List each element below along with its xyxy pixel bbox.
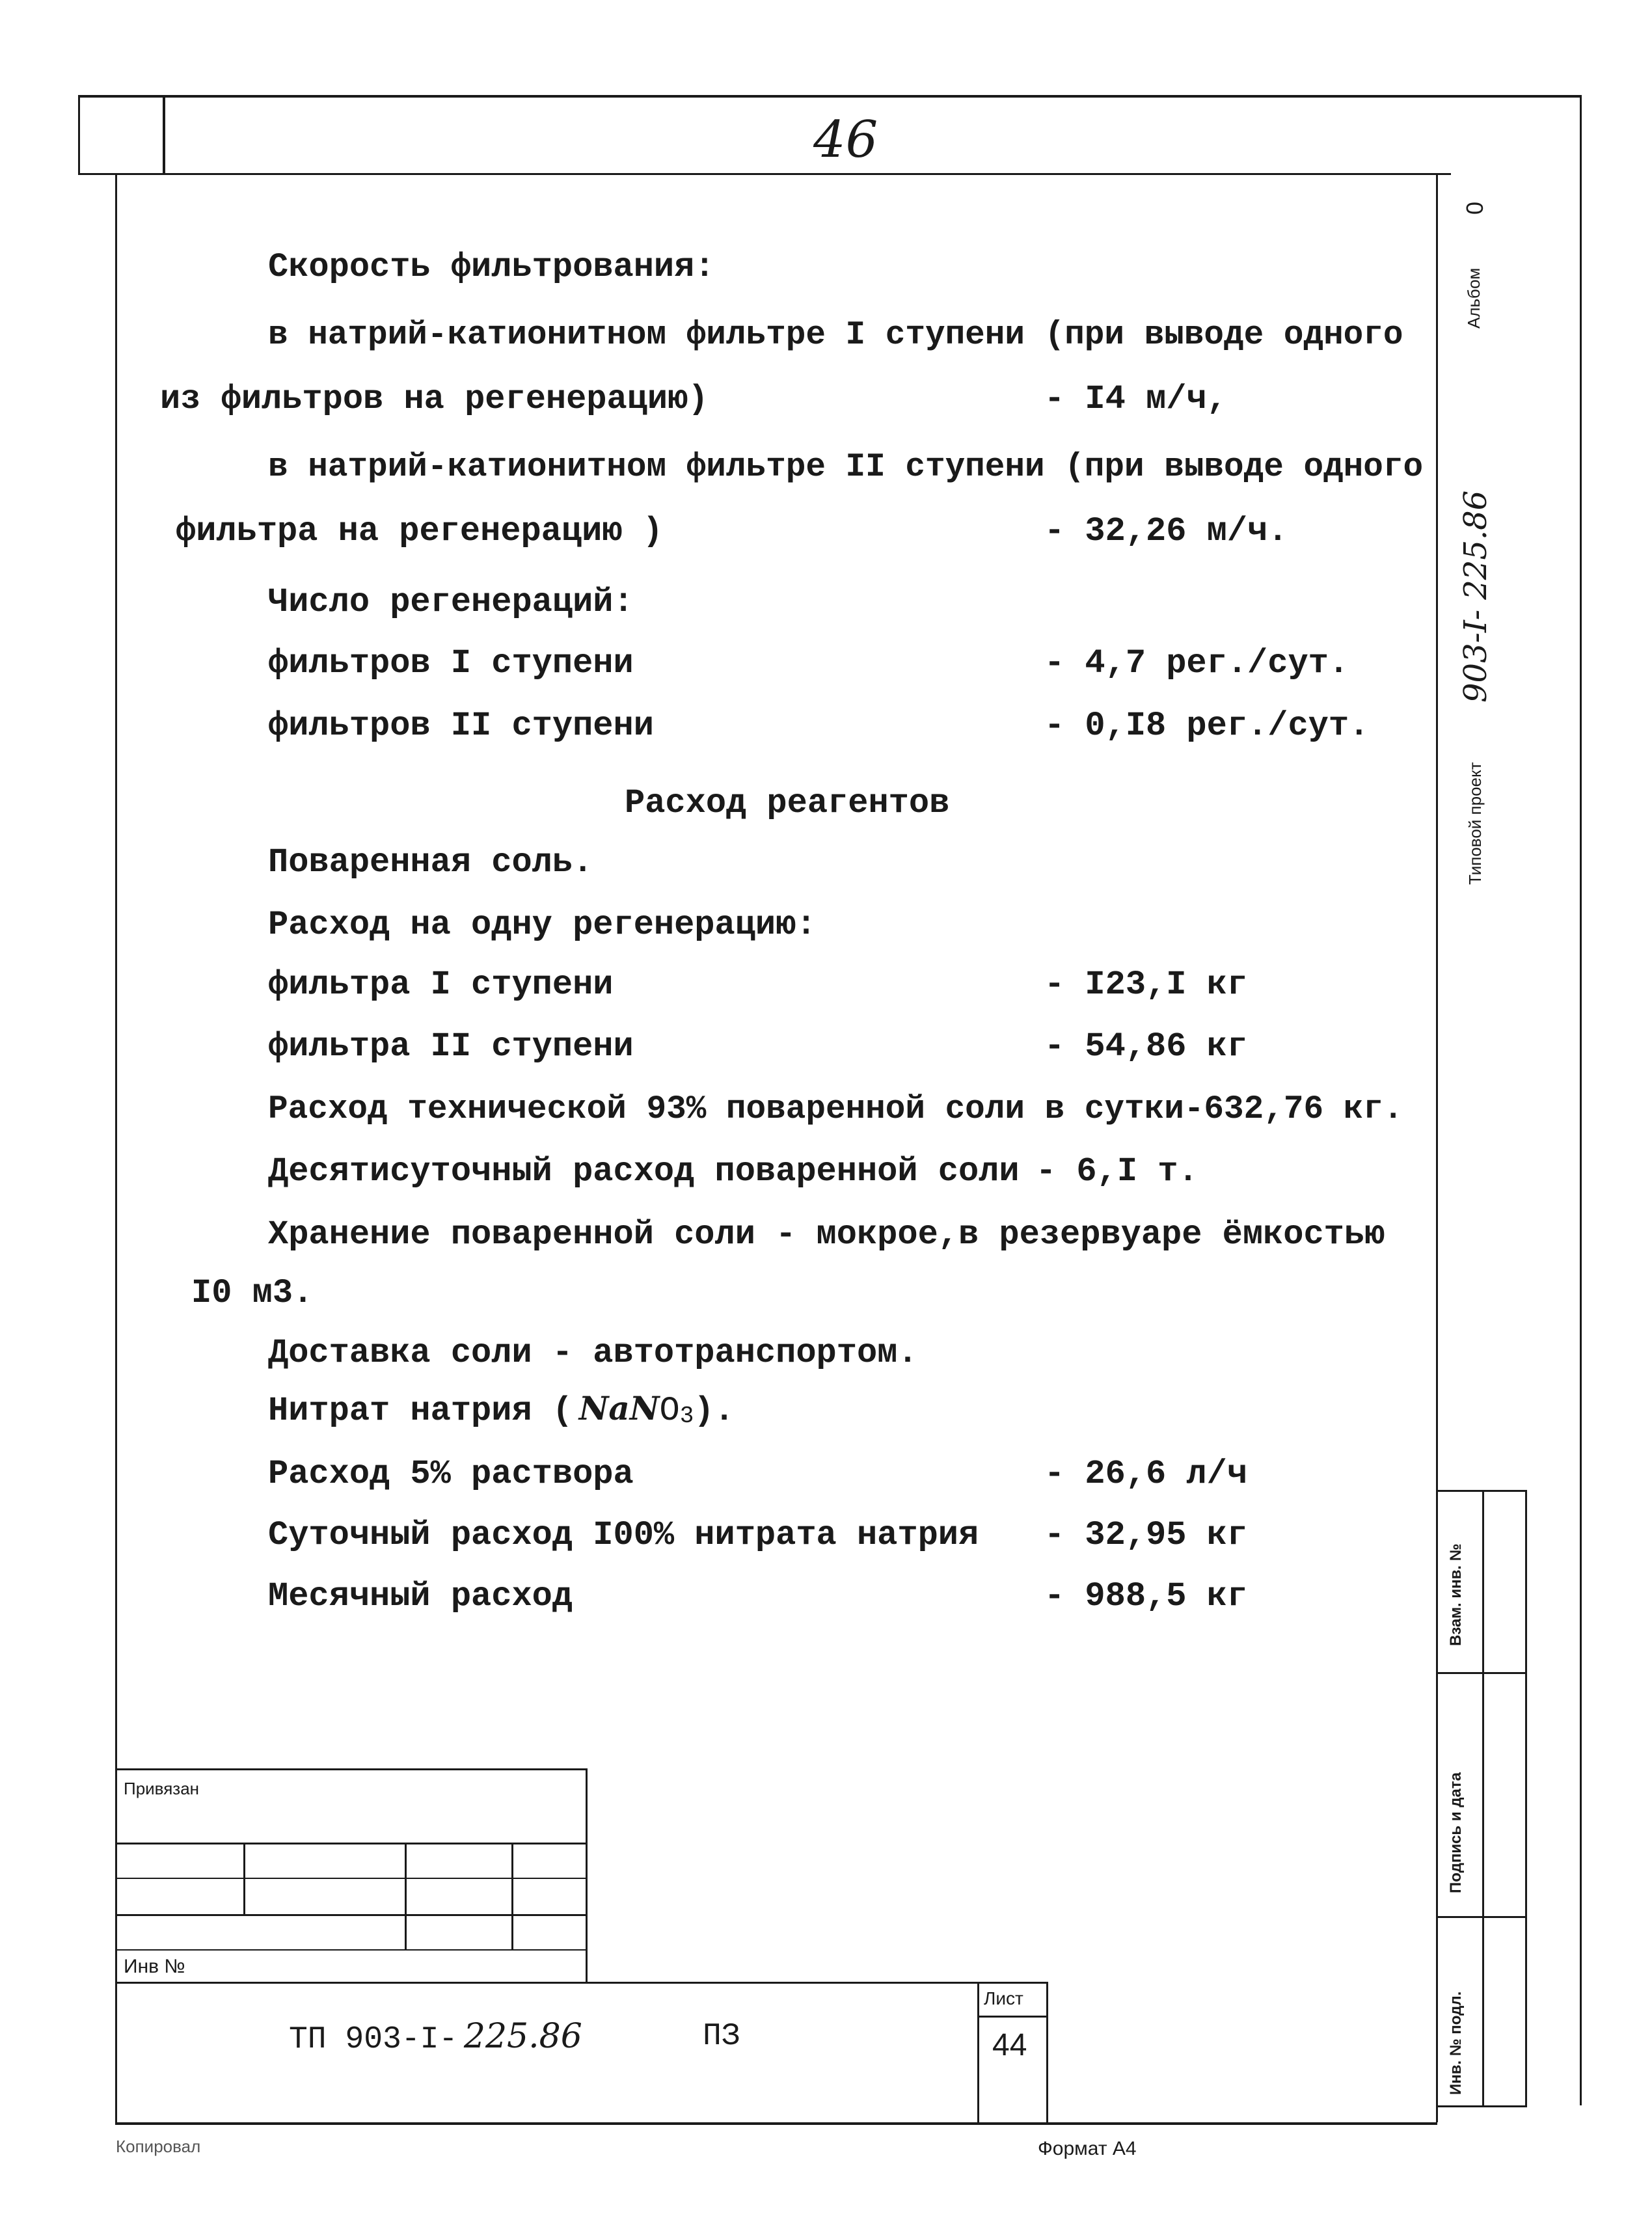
stamp-row-d [117, 1949, 587, 1951]
side-stamp-outer [1525, 1490, 1527, 2107]
salt-filter-1-value: - I23,I кг [1044, 966, 1248, 1004]
side-stamp-top [1436, 1490, 1527, 1492]
solution-rate: Расход 5% раствора [268, 1455, 634, 1493]
ten-day-salt: Десятисуточный расход поваренной соли [268, 1152, 1020, 1191]
stage1-line2: из фильтров на регенерацию) [160, 380, 709, 418]
side-stamp-row1 [1436, 1672, 1527, 1674]
inv-num-vzam: Взам. инв. № [1447, 1543, 1465, 1646]
stamp-col-3 [511, 1843, 513, 1949]
privyazan-label: Привязан [124, 1779, 200, 1798]
stamp-top [117, 1768, 587, 1770]
section-code: ПЗ [703, 2019, 740, 2054]
side-stamp-bottom [1436, 2105, 1527, 2107]
stage2-line1: в натрий-катионитном фильтре II ступени (при выводе одного [268, 449, 1424, 486]
corner-box-left [78, 95, 80, 174]
storage-line2: I0 м3. [191, 1274, 314, 1312]
salt-heading: Поваренная соль. [268, 843, 593, 882]
sheet-box-right [1046, 1982, 1048, 2124]
doc-code-hand: 225.86 [463, 2017, 582, 2056]
format-label: Формат А4 [1038, 2138, 1137, 2159]
album-number: 0 [1461, 201, 1488, 215]
per-regen-heading: Расход на одну регенерацию: [268, 906, 817, 944]
stamp-row-c [117, 1914, 587, 1916]
stage2-line2: фильтра на регенерацию ) [176, 512, 663, 550]
corner-box-divider [163, 95, 165, 174]
stamp-row-b [117, 1878, 587, 1879]
nitrate-formula-hand: NaN [578, 1389, 660, 1427]
nitrate-close: ). [694, 1392, 735, 1430]
top-border [78, 95, 1581, 98]
project-label: Типовой проект [1465, 762, 1485, 885]
filtration-speed-heading: Скорость фильтрования: [268, 248, 715, 286]
nitrate-formula-sub: 3 [679, 1403, 694, 1430]
nitrate-line [268, 1389, 735, 1430]
stamp-row-e [117, 1982, 1048, 1984]
sheet-number: 44 [992, 2028, 1027, 2062]
nitrate-label: Нитрат натрия ( [268, 1392, 573, 1430]
regen-count-heading: Число регенераций: [268, 583, 634, 621]
sign-date: Подпись и дата [1447, 1772, 1465, 1893]
bottom-frame-border [115, 2122, 1437, 2125]
salt-filter-2-value: - 54,86 кг [1044, 1027, 1248, 1066]
salt-filter-1: фильтра I ступени [268, 966, 614, 1004]
regen-filters-1-value: - 4,7 рег./сут. [1044, 644, 1349, 682]
stage2-value: - 32,26 м/ч. [1044, 512, 1288, 550]
sheet-label: Лист [984, 1988, 1023, 2008]
stamp-row-a [117, 1843, 587, 1844]
inv-num-podl: Инв. № подл. [1447, 1991, 1465, 2095]
side-stamp-mid [1482, 1490, 1484, 2107]
stage1-line1: в натрий-катионитном фильтре I ступени (при выводе одного [268, 317, 1403, 354]
daily-nitrate-value: - 32,95 кг [1044, 1516, 1248, 1554]
daily-nitrate: Суточный расход I00% нитрата натрия [268, 1516, 979, 1554]
nitrate-formula-rest: O [659, 1392, 680, 1430]
side-stamp-row2 [1436, 1916, 1527, 1918]
top-inner-rule [78, 173, 1451, 175]
stage1-value: - I4 м/ч, [1044, 380, 1227, 418]
delivery: Доставка соли - автотранспортом. [268, 1334, 918, 1372]
stamp-right [586, 1768, 588, 1983]
outer-right-edge [1580, 95, 1582, 2105]
sheet-box-mid [977, 2016, 1048, 2018]
tech-salt-daily: Расход технической 93% поваренной соли в сутки-632,76 кг. [268, 1091, 1403, 1128]
salt-filter-2: фильтра II ступени [268, 1027, 634, 1066]
storage-line1: Хранение поваренной соли - мокрое,в резервуаре ёмкостью [268, 1215, 1385, 1254]
regen-filters-2-value: - 0,I8 рег./сут. [1044, 707, 1370, 745]
left-frame-border [115, 173, 117, 2124]
copied-label: Копировал [116, 2137, 201, 2156]
inv-no-label: Инв № [124, 1956, 185, 1977]
reagents-heading: Расход реагентов [625, 784, 950, 822]
regen-filters-1: фильтров I ступени [268, 644, 634, 682]
stamp-col-2 [405, 1843, 407, 1949]
page-number-top: 46 [813, 111, 878, 169]
solution-rate-value: - 26,6 л/ч [1044, 1455, 1248, 1493]
ten-day-salt-value: - 6,I т. [1036, 1152, 1198, 1191]
doc-code [289, 2017, 582, 2057]
album-label: Альбом [1464, 267, 1483, 329]
monthly: Месячный расход [268, 1577, 573, 1615]
regen-filters-2: фильтров II ступени [268, 707, 654, 745]
project-number: 903-I- 225.86 [1457, 490, 1494, 703]
right-frame-border [1436, 173, 1438, 2122]
sheet-box-left [977, 1982, 979, 2124]
doc-code-printed: ТП 903-I- [289, 2022, 458, 2057]
stamp-col-1 [243, 1843, 245, 1915]
monthly-value: - 988,5 кг [1044, 1577, 1248, 1615]
